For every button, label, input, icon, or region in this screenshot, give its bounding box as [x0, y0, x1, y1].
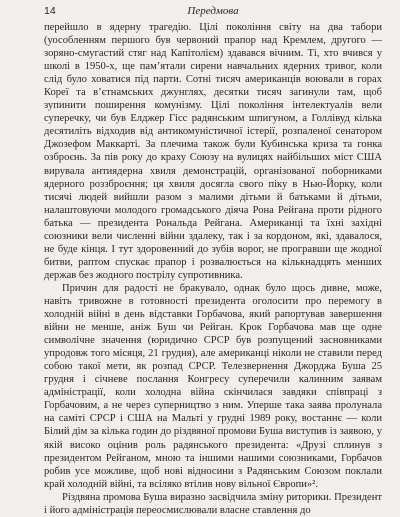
- page-number: 14: [44, 5, 56, 17]
- running-title: Передмова: [187, 5, 239, 17]
- body-text: [44, 21, 382, 517]
- paragraph: Різдвяна промова Буша виразно засвідчила зміну риторики. Президент і його адміністрація переосмислювали власне ставлення до: [44, 491, 382, 516]
- paragraph: перейшло в ядерну трагедію. Цілі покоління світу на два табори (уособленням першого був червоний прапор над Кремлем, другого — зоряно-смугастий стяг над Капітолієм) здавався вічним. Ті, хто вчився у школі в 1950-х, ще пам’ятали сирени навчальних ядерних тривог, коли слід було ховатися під парти. Сотні тисяч американців воювали в горах Кореї та в’єтнамських джунглях, десятки тисяч загинули там, щоб зупинити поширення комунізму. Цілі покоління інтелектуалів вели суперечку, чи був Елджер Гісс радянським шпигуном, а Голлівуд кілька десятиліть відходив від антикомуністичної істерії, розпаленої сенатором Джозефом Маккартi. За плечима також були Кубинська криза та гонка озброєнь. За пів року до краху Союзу на вулицях найбільших міст США вирувала антиядерна хвиля демонстрацій, організованої поборниками ядерного роззброєння; ця хвиля досягла свого піку в Нью-Йорку, коли тисячі людей вийшли разом з малими дітьми й батьками й дітьми, налаштовуючи молодого громадського діяча Рона Рейгана проти рідного батька — президента Рональда Рейгана. Американці та їхні західні союзники вели численні війни здалеку, так і за кордоном, які, здавалося, не буде кінця. І тут здоровенний до зубів ворог, не програвши ще жодної битви, раптом спускає прапор і розвалюється на кількнадцять менших держав без жодного пострілу супротивника.: [44, 22, 382, 281]
- paragraph: Причин для радості не бракувало, однак було щось дивне, може, навіть тривожне в готовності президента оголосити про перемогу в холодній війні в день відставки Горбачова, який рапортував завершення війни не менше, аніж Буш чи Рейган. Крок Горбачова мав ще одне символічне значення (юридично СРСР був розпущений засновниками упродовж того місяця, 21 грудня), але американці ніколи не ставили перед собою такої мети, як розпад СРСР. Телезвернення Джорджа Буша 25 грудня і січневе послання Конгресу суперечили калинним заявам адміністрації, коли холодна війна скінчилася завдяки співпраці з Горбачовим, а не через суперництво з ним. Уперше така заява пролунала на саміті СРСР і США на Мальті у грудні 1989 року, востаннє — коли Білий дім за кілька годин до різдвяної промови Буша виступив із заявою, у якій високо оцінив роль радянського президента: «Друзі сплинув з президентом Рейганом, мною та іншими нашими союзниками, Горбачов робив усе можливе, щоб нові відносини з Радянським Союзом поклали край холодній війні, та всіляко втілив нову вільної Європи»².: [44, 282, 382, 490]
- page-header: [44, 5, 382, 21]
